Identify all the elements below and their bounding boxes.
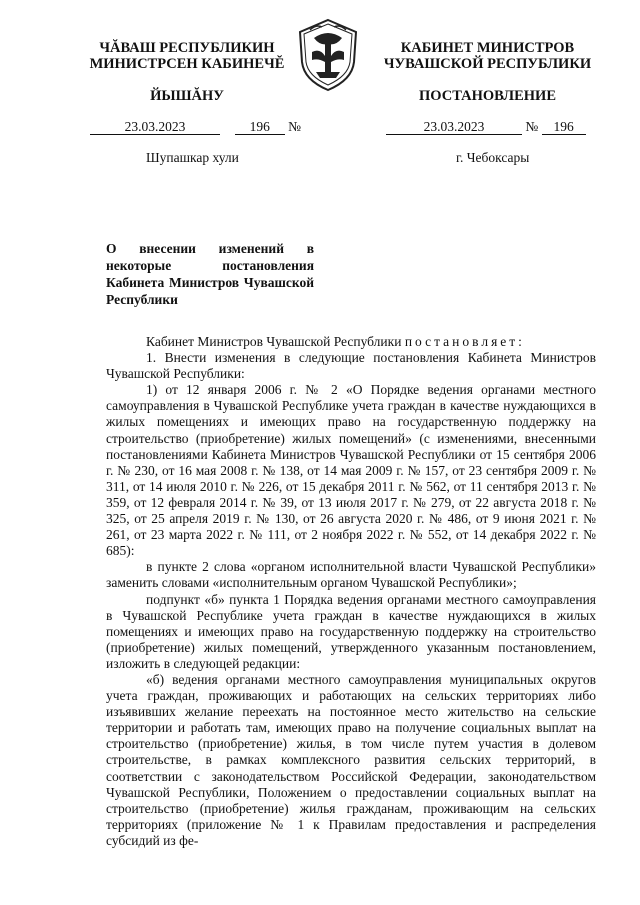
document-subject: О внесении изменений в некоторые постановления Кабинета Министров Чувашской Республики — [106, 241, 314, 307]
header-left-doc-type: ЙЫШĂНУ — [150, 88, 224, 104]
dateline-right — [386, 119, 586, 135]
header-left-line2: МИНИСТРСЕН КАБИНЕЧĔ — [89, 56, 285, 72]
body-p1-spaced: постановляет: — [404, 334, 525, 349]
header-left-line1: ЧĂВАШ РЕСПУБЛИКИН — [99, 40, 275, 56]
number-left: 196 — [235, 119, 285, 135]
body-paragraph-1 — [106, 334, 596, 350]
number-right: 196 — [542, 119, 586, 135]
header-left-org — [72, 40, 302, 72]
place-left: Шупашкар хули — [146, 150, 239, 165]
body-paragraph-6: «б) ведения органами местного самоуправления муниципальных округов учета граждан, проживающих и работающих на сельских территориях либо изъявивших желание переехать на постоянное место жительство на сельские территории и работать там, имеющих право на получение социальных выплат на строительство (приобретение) жилья, в том числе путем участия в долевом строительстве, в рамках комплексного развития сельских территорий, в соответствии с законодательством Российской Федерации, законодательством Чувашской Республики, Положением о предоставлении социальных выплат на строительство (приобретение) жилья гражданам, проживающим на сельских территориях (приложение № 1 к Правилам предоставления и распределения субсидий из фе- — [106, 671, 596, 848]
document-body — [106, 334, 596, 849]
date-left: 23.03.2023 — [90, 119, 220, 135]
dateline-left — [90, 119, 301, 135]
body-p1-prefix: Кабинет Министров Чувашской Республики — [146, 334, 402, 349]
place-right: г. Чебоксары — [456, 150, 530, 165]
header-right-line1: КАБИНЕТ МИНИСТРОВ — [400, 40, 575, 56]
header-right-org — [365, 40, 610, 72]
body-paragraph-4: в пункте 2 слова «органом исполнительной власти Чувашской Республики» заменить словами «исполнительным органом Чувашской Республики»; — [106, 559, 596, 591]
date-right: 23.03.2023 — [386, 119, 522, 135]
number-sign-right: № — [525, 119, 539, 134]
body-paragraph-5: подпункт «б» пункта 1 Порядка ведения органами местного самоуправления в Чувашской Республике учета граждан в качестве нуждающихся в жилых помещениях и имеющих право на государственную поддержку на строительство (приобретение) жилых помещений, утвержденного указанным постановлением, изложить в следующей редакции: — [106, 591, 596, 671]
header-right-line2: ЧУВАШСКОЙ РЕСПУБЛИКИ — [383, 56, 592, 72]
body-paragraph-2: 1. Внести изменения в следующие постановления Кабинета Министров Чувашской Республики: — [106, 350, 596, 382]
body-paragraph-3: 1) от 12 января 2006 г. № 2 «О Порядке ведения органами местного самоуправления в Чувашской Республике учета граждан в качестве нуждающихся в жилых помещениях и имеющих право на государственную поддержку на строительство (приобретение) жилых помещений» (с изменениями, внесенными постановлениями Кабинета Министров Чувашской Республики от 15 сентября 2006 г. № 230, от 16 мая 2008 г. № 138, от 14 мая 2009 г. № 157, от 23 сентября 2009 г. № 311, от 14 июля 2010 г. № 226, от 15 декабря 2011 г. № 562, от 11 сентября 2013 г. № 359, от 12 февраля 2014 г. № 39, от 13 июля 2017 г. № 279, от 22 августа 2018 г. № 325, от 25 апреля 2019 г. № 130, от 26 августа 2020 г. № 486, от 9 июня 2021 г. № 261, от 23 марта 2022 г. № 111, от 2 ноября 2022 г. № 552, от 14 декабря 2022 г. № 685): — [106, 382, 596, 559]
chuvash-emblem-icon — [296, 18, 360, 92]
number-sign-left: № — [288, 119, 302, 134]
header-right-doc-type: ПОСТАНОВЛЕНИЕ — [418, 88, 556, 104]
